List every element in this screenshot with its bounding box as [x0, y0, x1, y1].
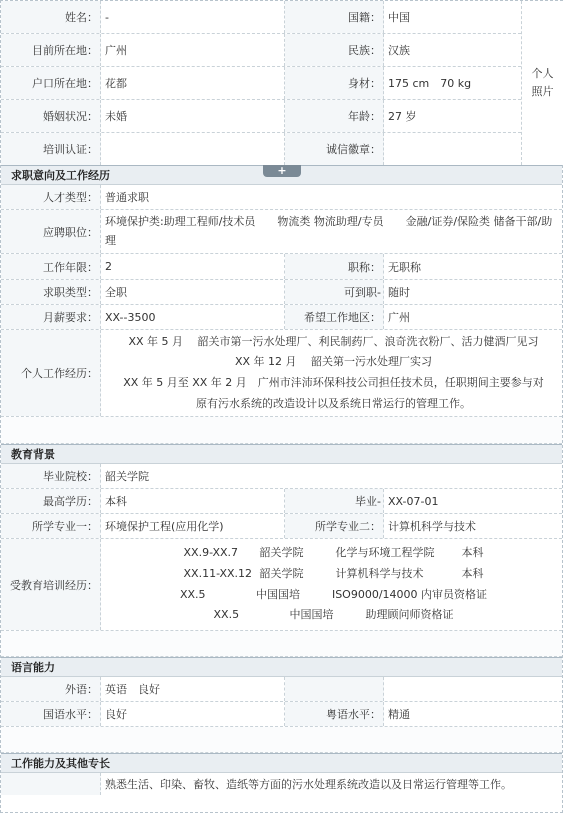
education-section-header [1, 444, 562, 464]
position-value: 环境保护类:助理工程师/技术员 物流类 物流助理/专员 金融/证券/保险类 储备干部/助理 [105, 215, 553, 247]
marital-value: 未婚 [101, 100, 285, 132]
ethnicity-label: 民族： [285, 34, 384, 66]
foreign-empty-value [384, 677, 562, 701]
photo-label: 个人照片 [531, 67, 554, 98]
row-skills [1, 773, 562, 795]
hukou-value: 花都 [101, 67, 285, 99]
basic-info-block [1, 1, 562, 165]
major2-label: 所学专业二： [285, 514, 384, 538]
history-entry [184, 564, 484, 585]
history-list [101, 539, 562, 630]
history-label: 受教育培训经历： [1, 539, 101, 630]
row-dialects [1, 702, 562, 727]
skills-value: 熟悉生活、印染、畜牧、造纸等方面的污水处理系统改造以及日常运行管理等工作。 [105, 778, 512, 791]
cantonese-label: 粤语水平： [285, 702, 384, 726]
hukou-label: 户口所在地： [1, 67, 101, 99]
body-value: 175 cm 70 kg [388, 77, 472, 90]
major2-value: 计算机科学与技术 [388, 520, 476, 533]
history-entry [180, 585, 487, 606]
row-experience [1, 330, 562, 417]
row-position [1, 210, 562, 254]
age-label: 年龄： [285, 100, 384, 132]
ethnicity-value: 汉族 [388, 44, 410, 57]
area-label: 希望工作地区： [285, 305, 384, 329]
skills-section-title: 工作能力及其他专长 [11, 757, 110, 770]
salary-label: 月薪要求： [1, 305, 101, 329]
years-label: 工作年限： [1, 254, 101, 279]
experience-list [101, 330, 562, 416]
mandarin-value: 良好 [101, 702, 285, 726]
title-label: 职称： [285, 254, 384, 279]
degree-label: 最高学历： [1, 489, 101, 513]
mandarin-label: 国语水平： [1, 702, 101, 726]
history-period: XX.9-XX.7 [183, 546, 239, 560]
nationality-label: 国籍： [285, 1, 384, 33]
marital-label: 婚姻状况： [1, 100, 101, 132]
major1-value: 环境保护工程(应用化学) [101, 514, 285, 538]
section-spacer [1, 631, 562, 657]
history-subject: 计算机科学与技术 [335, 566, 424, 580]
skills-empty-label [1, 773, 101, 795]
job-section-title: 求职意向及工作经历 [11, 169, 110, 182]
section-spacer [1, 417, 562, 444]
years-value: 2 [101, 254, 285, 279]
start-value: 随时 [388, 286, 410, 299]
history-result: 本科 [461, 546, 484, 560]
row-majors [1, 514, 562, 539]
body-label: 身材： [285, 67, 384, 99]
history-org: 韶关学院 [259, 546, 304, 560]
jobtype-label: 求职类型： [1, 280, 101, 304]
row-name [1, 1, 521, 34]
history-org: 中国国培 [289, 608, 334, 622]
section-spacer [1, 727, 562, 753]
salary-value: XX--3500 [101, 305, 285, 329]
row-edu-history [1, 539, 562, 631]
experience-line: XX 年 5 月 韶关市第一污水处理厂、利民制药厂、浪奇洗衣粉厂、活力健酒厂见习 [128, 334, 539, 348]
row-talent-type [1, 185, 562, 210]
row-location [1, 34, 521, 67]
experience-line: XX 年 5 月至 XX 年 2 月 广州市沣沛环保科技公司担任技术员，任职期间主要参与对 [123, 376, 544, 389]
name-label: 姓名： [1, 1, 101, 33]
foreign-value: 英语 良好 [101, 677, 285, 701]
row-degree [1, 489, 562, 514]
row-cert [1, 133, 521, 165]
expand-toggle-button[interactable] [263, 165, 301, 177]
skills-section-header [1, 753, 562, 773]
row-years [1, 254, 562, 280]
location-value: 广州 [101, 34, 285, 66]
foreign-empty-label [285, 677, 384, 701]
position-label: 应聘职位： [1, 210, 101, 253]
history-period: XX.5 [213, 608, 240, 622]
plus-icon: + [277, 164, 287, 177]
experience-label: 个人工作经历： [1, 330, 101, 416]
location-label: 目前所在地： [1, 34, 101, 66]
grad-label: 毕业- [285, 489, 384, 513]
history-subject: ISO9000/14000 内审员资格证 [331, 587, 488, 601]
nationality-value: 中国 [388, 11, 410, 24]
history-org: 中国国培 [255, 587, 300, 601]
row-hukou [1, 67, 521, 100]
history-period: XX.11-XX.12 [183, 566, 253, 580]
badge-value [384, 133, 521, 165]
row-jobtype [1, 280, 562, 305]
title-value: 无职称 [388, 260, 421, 274]
history-subject: 化学与环境工程学院 [335, 546, 435, 560]
badge-label: 诚信徽章： [285, 133, 384, 165]
row-marital [1, 100, 521, 133]
education-section-title: 教育背景 [11, 448, 55, 461]
history-result: 本科 [461, 566, 484, 580]
history-subject: 助理顾问师资格证 [365, 608, 454, 622]
foreign-label: 外语： [1, 677, 101, 701]
experience-line: XX 年 12 月 韶关第一污水处理厂实习 [234, 355, 433, 369]
major1-label: 所学专业一： [1, 514, 101, 538]
row-school [1, 464, 562, 489]
area-value: 广州 [388, 311, 410, 324]
language-section-header [1, 657, 562, 677]
grad-value: XX-07-01 [388, 494, 439, 508]
history-entry [184, 543, 484, 564]
cert-label: 培训认证： [1, 133, 101, 165]
cantonese-value: 精通 [388, 708, 410, 721]
experience-line: 原有污水系统的改造设计以及系统日常运行的管理工作。 [196, 396, 471, 410]
photo-placeholder [521, 1, 563, 165]
jobtype-value: 全职 [101, 280, 285, 304]
school-value: 韶关学院 [105, 470, 149, 483]
talent-type-label: 人才类型： [1, 185, 101, 209]
cert-value [101, 133, 285, 165]
school-label: 毕业院校： [1, 464, 101, 488]
degree-value: 本科 [101, 489, 285, 513]
history-entry [214, 605, 454, 626]
talent-type-value: 普通求职 [105, 191, 149, 204]
age-value: 27 岁 [388, 110, 417, 123]
row-foreign [1, 677, 562, 702]
history-org: 韶关学院 [259, 566, 304, 580]
language-section-title: 语言能力 [11, 661, 55, 674]
name-value: - [101, 1, 285, 33]
history-period: XX.5 [179, 587, 206, 601]
row-salary [1, 305, 562, 330]
start-label: 可到职- [285, 280, 384, 304]
